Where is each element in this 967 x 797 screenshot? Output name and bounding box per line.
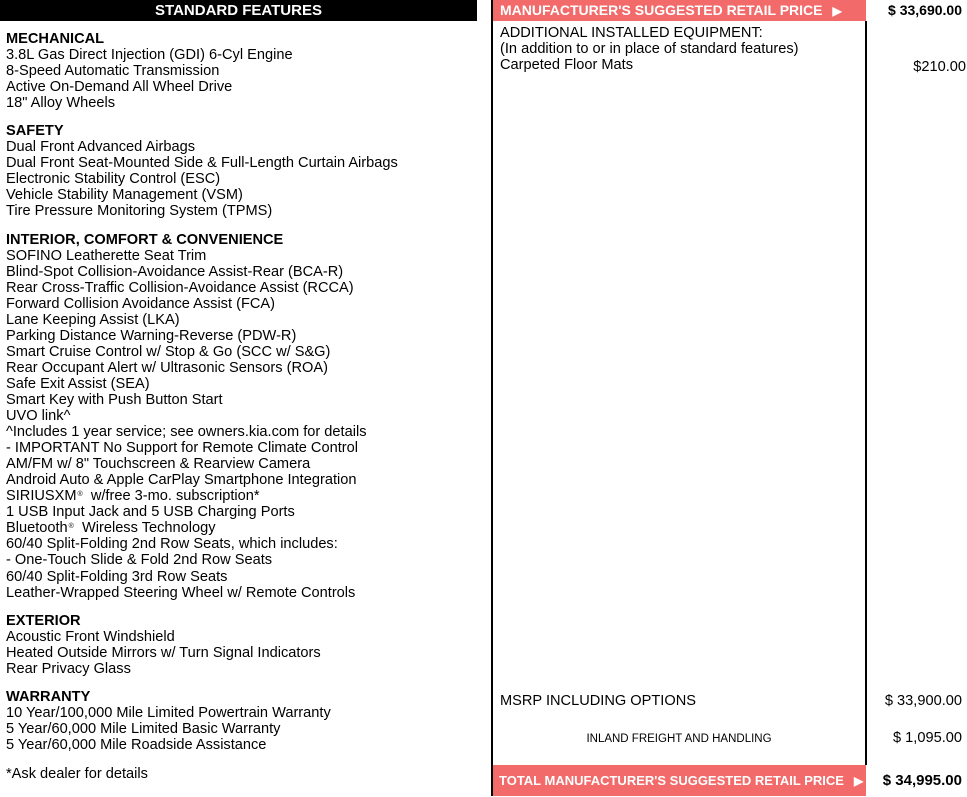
feature-item: Safe Exit Assist (SEA): [6, 375, 150, 392]
feature-section: [6, 123, 486, 219]
footnote: *Ask dealer for details: [6, 766, 148, 782]
feature-item: ^Includes 1 year service; see owners.kia.com for details: [6, 424, 367, 441]
freight-label: INLAND FREIGHT AND HANDLING: [586, 733, 772, 745]
feature-item: Leather-Wrapped Steering Wheel w/ Remote Controls: [6, 584, 356, 601]
feature-item: [6, 520, 486, 536]
column-divider-left: [491, 0, 493, 796]
column-divider-right: [865, 21, 867, 765]
feature-item: 8-Speed Automatic Transmission: [6, 63, 220, 80]
additional-equipment: [500, 25, 860, 73]
section-title: MECHANICAL: [6, 31, 105, 47]
msrp-including-options-label: MSRP INCLUDING OPTIONS: [500, 693, 696, 709]
total-price: $ 34,995.00: [882, 772, 962, 789]
standard-features-list: [6, 31, 486, 765]
feature-item: 18" Alloy Wheels: [6, 95, 116, 112]
feature-item-text: w/free 3-mo. subscription*: [82, 488, 260, 505]
feature-item: Rear Occupant Alert w/ Ultrasonic Sensors (ROA): [6, 359, 328, 376]
feature-item: Android Auto & Apple CarPlay Smartphone Integration: [6, 472, 357, 489]
feature-section: [6, 689, 486, 753]
feature-item: 60/40 Split-Folding 2nd Row Seats, which includes:: [6, 536, 338, 553]
feature-item: 5 Year/60,000 Mile Limited Basic Warranty: [6, 720, 281, 737]
feature-item: Smart Key with Push Button Start: [6, 391, 223, 408]
feature-item: [6, 488, 486, 504]
feature-item: - IMPORTANT No Support for Remote Climate Control: [6, 440, 358, 457]
feature-item: Parking Distance Warning-Reverse (PDW-R): [6, 327, 297, 344]
feature-item: Tire Pressure Monitoring System (TPMS): [6, 203, 273, 220]
section-title: EXTERIOR: [6, 612, 81, 629]
feature-item: Acoustic Front Windshield: [6, 628, 175, 645]
feature-item: UVO link^: [6, 408, 71, 425]
feature-section: [6, 232, 486, 601]
feature-item: Active On-Demand All Wheel Drive: [6, 79, 233, 96]
section-title: WARRANTY: [6, 688, 91, 705]
section-title: SAFETY: [6, 123, 64, 140]
feature-item: SOFINO Leatherette Seat Trim: [6, 247, 207, 264]
msrp-header-label: MANUFACTURER'S SUGGESTED RETAIL PRICE: [500, 2, 823, 18]
arrow-right-icon: ▶: [832, 4, 842, 18]
feature-item: Electronic Stability Control (ESC): [6, 171, 221, 188]
feature-item: 1 USB Input Jack and 5 USB Charging Ports: [6, 504, 295, 521]
option-name: Carpeted Floor Mats: [500, 57, 634, 73]
registered-mark: ®: [77, 491, 83, 499]
feature-item: 60/40 Split-Folding 3rd Row Seats: [6, 568, 228, 585]
feature-item: 10 Year/100,000 Mile Limited Powertrain Warranty: [6, 704, 331, 721]
feature-item: AM/FM w/ 8" Touchscreen & Rearview Camera: [6, 456, 311, 473]
feature-item: Lane Keeping Assist (LKA): [6, 311, 180, 328]
feature-section: [6, 31, 486, 111]
feature-item-text: SIRIUSXM: [6, 488, 77, 505]
freight-price: $ 1,095.00: [893, 730, 962, 746]
total-msrp-label: TOTAL MANUFACTURER'S SUGGESTED RETAIL PRICE: [499, 773, 844, 788]
feature-item: 5 Year/60,000 Mile Roadside Assistance: [6, 736, 267, 753]
standard-features-header: STANDARD FEATURES: [0, 0, 477, 21]
feature-item: Blind-Spot Collision-Avoidance Assist-Rear (BCA-R): [6, 263, 344, 280]
feature-item: - One-Touch Slide & Fold 2nd Row Seats: [6, 552, 273, 569]
feature-item: Heated Outside Mirrors w/ Turn Signal Indicators: [6, 644, 321, 661]
feature-item: Smart Cruise Control w/ Stop & Go (SCC w/ S&G): [6, 343, 331, 360]
msrp-header: [493, 0, 866, 21]
total-msrp-header: [493, 765, 866, 796]
feature-item: Vehicle Stability Management (VSM): [6, 187, 243, 204]
feature-item: Dual Front Advanced Airbags: [6, 139, 196, 156]
feature-item: Rear Privacy Glass: [6, 660, 131, 677]
registered-mark: ®: [68, 523, 74, 531]
feature-item-text: Wireless Technology: [73, 520, 216, 537]
feature-item: Dual Front Seat-Mounted Side & Full-Length Curtain Airbags: [6, 155, 398, 172]
feature-item-text: Bluetooth: [6, 520, 68, 537]
section-title: INTERIOR, COMFORT & CONVENIENCE: [6, 231, 284, 248]
option-price: $210.00: [913, 59, 966, 75]
msrp-including-options-price: $ 33,900.00: [884, 693, 962, 709]
feature-item: Rear Cross-Traffic Collision-Avoidance Assist (RCCA): [6, 279, 354, 296]
feature-item: 3.8L Gas Direct Injection (GDI) 6-Cyl Engine: [6, 47, 293, 64]
feature-section: [6, 613, 486, 677]
additional-equipment-title: ADDITIONAL INSTALLED EQUIPMENT:: [500, 25, 763, 41]
base-price: $ 33,690.00: [888, 2, 962, 18]
feature-item: Forward Collision Avoidance Assist (FCA): [6, 295, 276, 312]
additional-equipment-subtitle: (In addition to or in place of standard features): [500, 41, 799, 57]
arrow-right-icon: ▶: [853, 774, 864, 788]
